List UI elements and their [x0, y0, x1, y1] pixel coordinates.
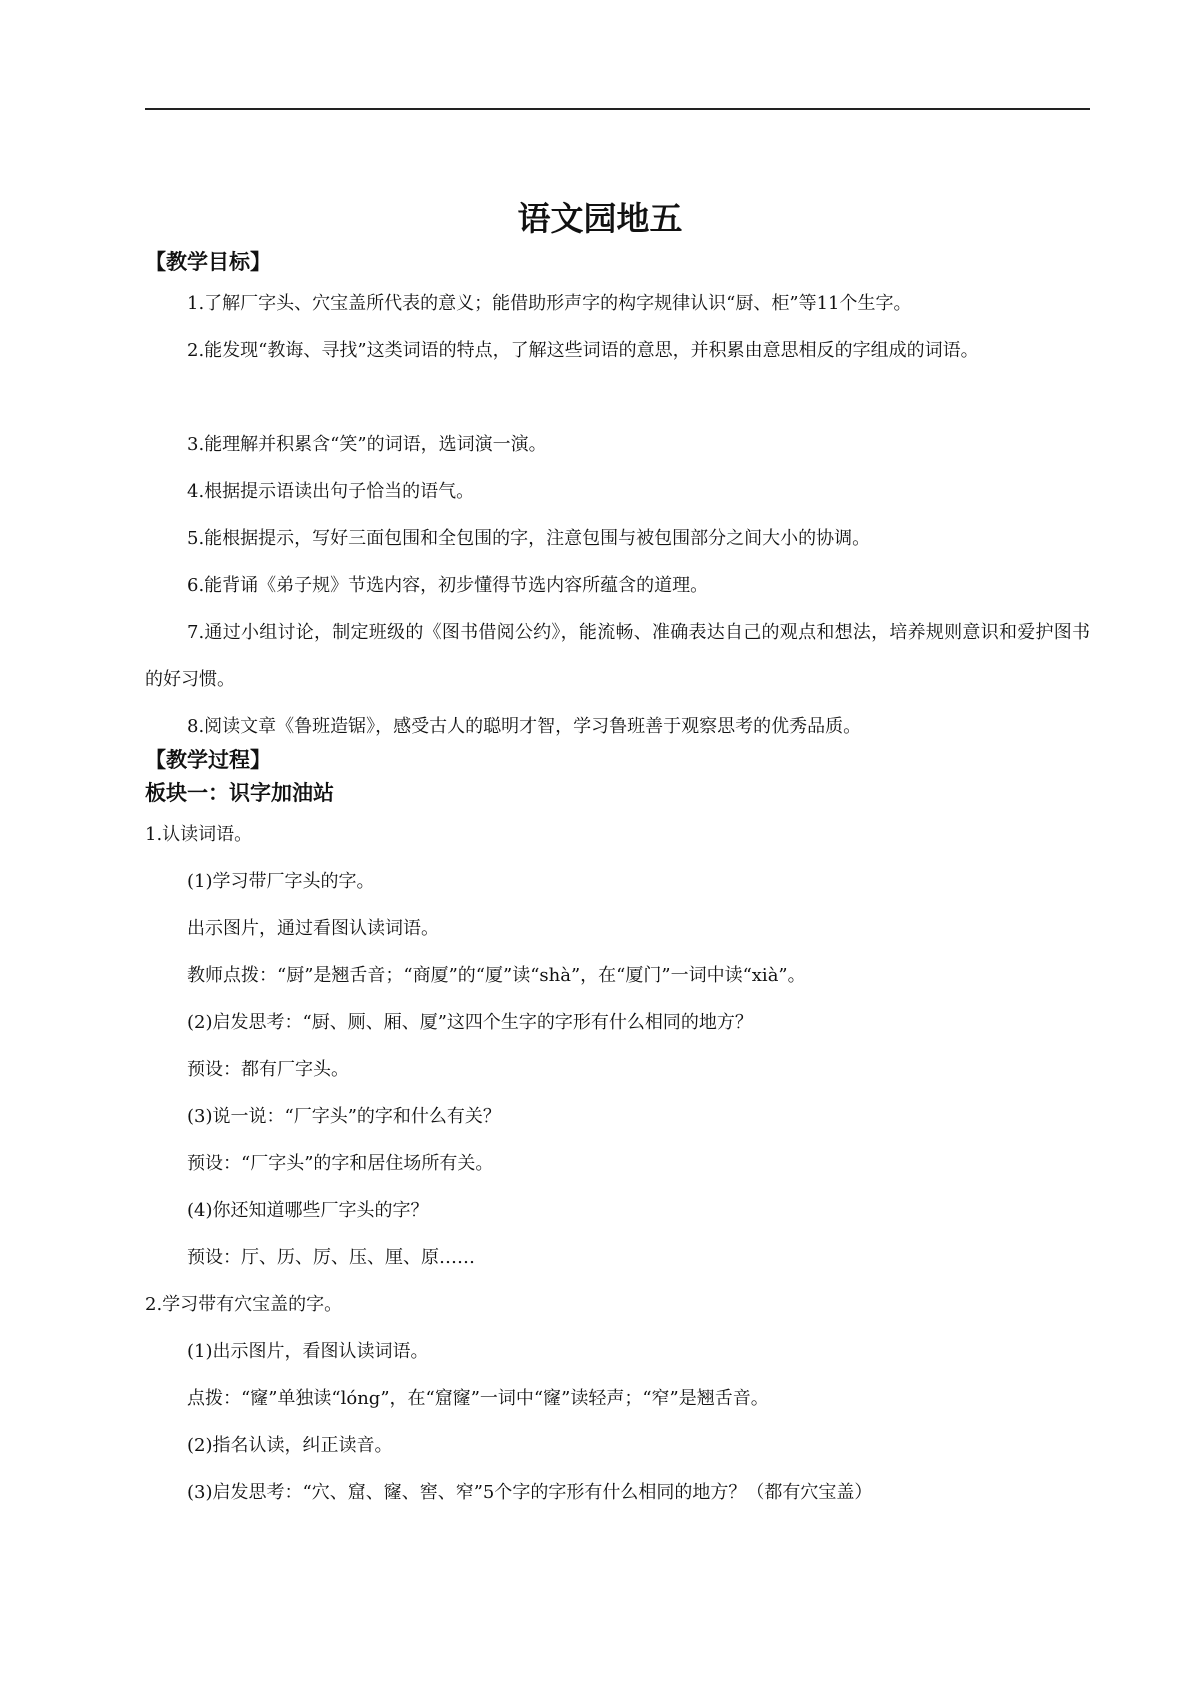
goals-heading: 【教学目标】: [145, 250, 271, 274]
process-line: 预设：都有厂字头。: [187, 1059, 349, 1080]
process-line: (2)指名认读，纠正读音。: [187, 1435, 393, 1456]
goal-item-2: 2.能发现“教诲、寻找”这类词语的特点，了解这些词语的意思，并积累由意思相反的字组成的词语。: [187, 340, 979, 361]
goal-item-6: 6.能背诵《弟子规》节选内容，初步懂得节选内容所蕴含的道理。: [187, 575, 709, 596]
goal-item-8: 8.阅读文章《鲁班造锯》，感受古人的聪明才智，学习鲁班善于观察思考的优秀品质。: [187, 716, 862, 737]
process-heading: 【教学过程】: [145, 748, 271, 772]
process-line: (2)启发思考：“厨、厕、厢、厦”这四个生字的字形有什么相同的地方？: [187, 1012, 753, 1033]
process-line: (4)你还知道哪些厂字头的字？: [187, 1200, 429, 1221]
goal-item-7: 7.通过小组讨论，制定班级的《图书借阅公约》，能流畅、准确表达自己的观点和想法，培养规则意识和爱护图书的好习惯。: [145, 622, 1090, 690]
header-rule: [145, 108, 1090, 110]
goal-item-3: 3.能理解并积累含“笑”的词语，选词演一演。: [187, 434, 547, 455]
process-line: 点拨：“窿”单独读“lóng”，在“窟窿”一词中“窿”读轻声；“窄”是翘舌音。: [187, 1388, 769, 1409]
process-line: 教师点拨：“厨”是翘舌音；“商厦”的“厦”读“shà”，在“厦门”一词中读“xià”。: [187, 965, 806, 986]
process-line: 1.认读词语。: [145, 824, 253, 845]
process-line: (3)说一说：“厂字头”的字和什么有关？: [187, 1106, 501, 1127]
process-line: 预设：“厂字头”的字和居住场所有关。: [187, 1153, 494, 1174]
goal-item-5: 5.能根据提示，写好三面包围和全包围的字，注意包围与被包围部分之间大小的协调。: [187, 528, 871, 549]
process-line: 预设：厅、历、厉、压、厘、原……: [187, 1247, 475, 1268]
block1-heading: 板块一：识字加油站: [145, 781, 334, 805]
process-line: (3)启发思考：“穴、窟、窿、窖、窄”5个字的字形有什么相同的地方？（都有穴宝盖）: [187, 1482, 873, 1503]
document-title: 语文园地五: [517, 199, 683, 238]
goal-item-4: 4.根据提示语读出句子恰当的语气。: [187, 481, 475, 502]
process-line: 出示图片，通过看图认读词语。: [187, 918, 439, 939]
process-line: (1)出示图片，看图认读词语。: [187, 1341, 429, 1362]
process-line: (1)学习带厂字头的字。: [187, 871, 375, 892]
process-line: 2.学习带有穴宝盖的字。: [145, 1294, 343, 1315]
goal-item-1: 1.了解厂字头、穴宝盖所代表的意义；能借助形声字的构字规律认识“厨、柜”等11个生字。: [187, 293, 912, 314]
